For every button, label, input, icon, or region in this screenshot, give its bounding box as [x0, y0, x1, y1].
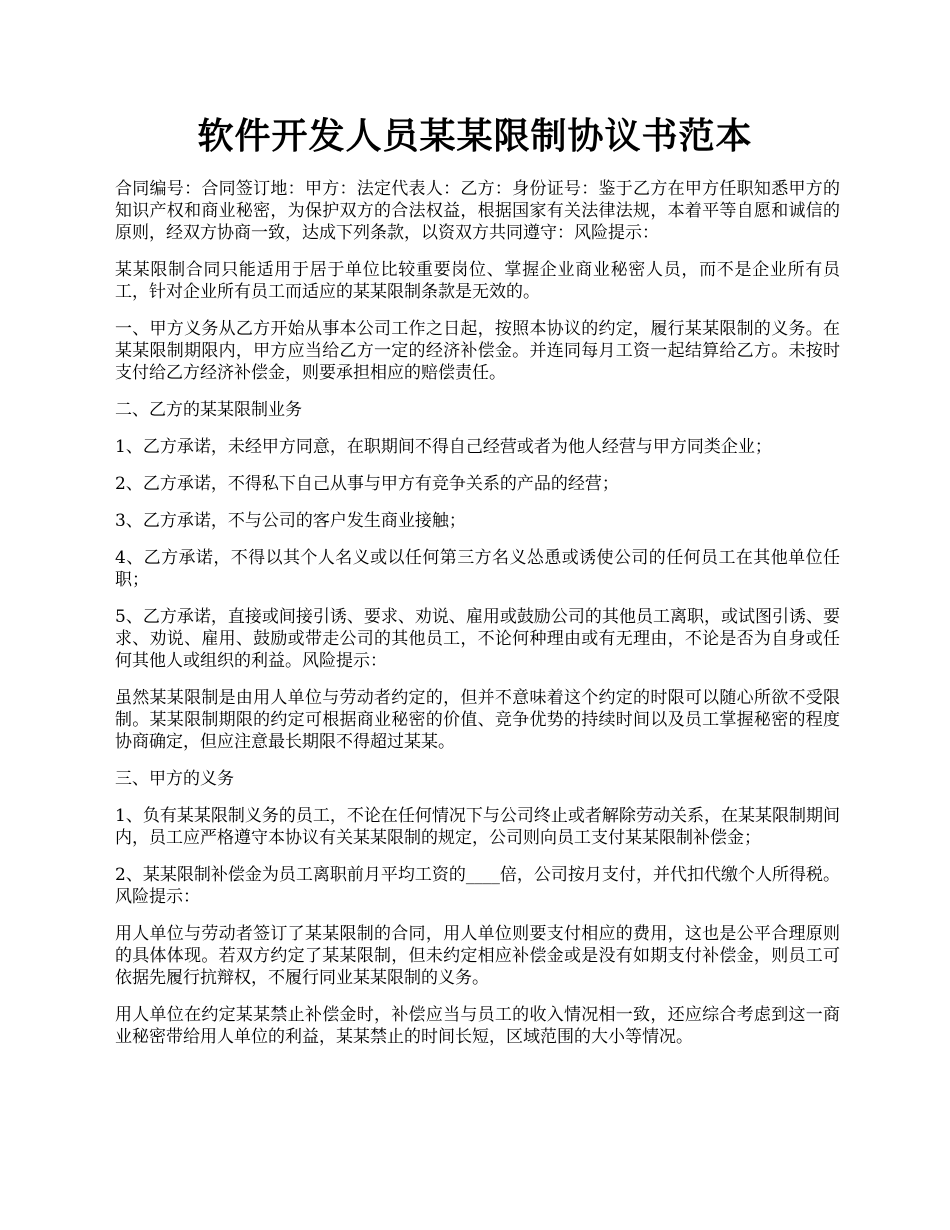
paragraph-preamble: 合同编号：合同签订地：甲方：法定代表人：乙方：身份证号：鉴于乙方在甲方任职知悉甲方的知识产权和商业秘密，为保护双方的合法权益，根据国家有关法律法规，本着平等自愿和诚信的原则，经双方协商一致，达成下列条款，以资双方共同遵守：风险提示： — [115, 179, 840, 243]
paragraph-risk-note-term: 虽然某某限制是由用人单位与劳动者约定的，但并不意味着这个约定的时限可以随心所欲不受限制。某某限制期限的约定可根据商业秘密的价值、竞争优势的持续时间以及员工掌握秘密的程度协商确定，但应注意最长期限不得超过某某。 — [115, 688, 840, 752]
document-title: 软件开发人员某某限制协议书范本 — [197, 115, 753, 157]
paragraph-clause-2-5: 5、乙方承诺，直接或间接引诱、要求、劝说、雇用或鼓励公司的其他员工离职，或试图引诱、要求、劝说、雇用、鼓励或带走公司的其他员工，不论何种理由或有无理由，不论是否为自身或任何其他人或组织的利益。风险提示： — [115, 607, 840, 671]
document-body — [115, 178, 840, 1063]
paragraph-clause-2-3: 3、乙方承诺，不与公司的客户发生商业接触； — [115, 511, 466, 531]
paragraph-clause-2-4: 4、乙方承诺，不得以其个人名义或以任何第三方名义怂恿或诱使公司的任何员工在其他单位任职； — [115, 548, 840, 590]
paragraph-clause-2-1: 1、乙方承诺，未经甲方同意，在职期间不得自己经营或者为他人经营与甲方同类企业； — [115, 437, 772, 457]
paragraph-section-2-heading: 二、乙方的某某限制业务 — [115, 400, 302, 420]
paragraph-compensation-guidance: 用人单位在约定某某禁止补偿金时，补偿应当与员工的收入情况相一致，还应综合考虑到这一商业秘密带给用人单位的利益，某某禁止的时间长短，区域范围的大小等情况。 — [115, 1005, 840, 1047]
paragraph-risk-note-scope: 某某限制合同只能适用于居于单位比较重要岗位、掌握企业商业秘密人员，而不是企业所有员工，针对企业所有员工而适应的某某限制条款是无效的。 — [115, 260, 840, 302]
paragraph-clause-3-2: 2、某某限制补偿金为员工离职前月平均工资的____倍，公司按月支付，并代扣代缴个人所得税。风险提示： — [115, 865, 840, 907]
paragraph-clause-2-2: 2、乙方承诺，不得私下自己从事与甲方有竞争关系的产品的经营； — [115, 474, 619, 494]
paragraph-clause-3-1: 1、负有某某限制义务的员工，不论在任何情况下与公司终止或者解除劳动关系，在某某限制期间内，员工应严格遵守本协议有关某某限制的规定，公司则向员工支付某某限制补偿金； — [115, 806, 840, 848]
paragraph-risk-note-compensation: 用人单位与劳动者签订了某某限制的合同，用人单位则要支付相应的费用，这也是公平合理原则的具体体现。若双方约定了某某限制，但未约定相应补偿金或是没有如期支付补偿金，则员工可依据先履行抗辩权，不履行同业某某限制的义务。 — [115, 924, 840, 988]
paragraph-section-1: 一、甲方义务从乙方开始从事本公司工作之日起，按照本协议的约定，履行某某限制的义务。在某某限制期限内，甲方应当给乙方一定的经济补偿金。并连同每月工资一起结算给乙方。未按时支付给乙方经济补偿金，则要承担相应的赔偿责任。 — [115, 319, 840, 383]
paragraph-section-3-heading: 三、甲方的义务 — [115, 769, 234, 789]
